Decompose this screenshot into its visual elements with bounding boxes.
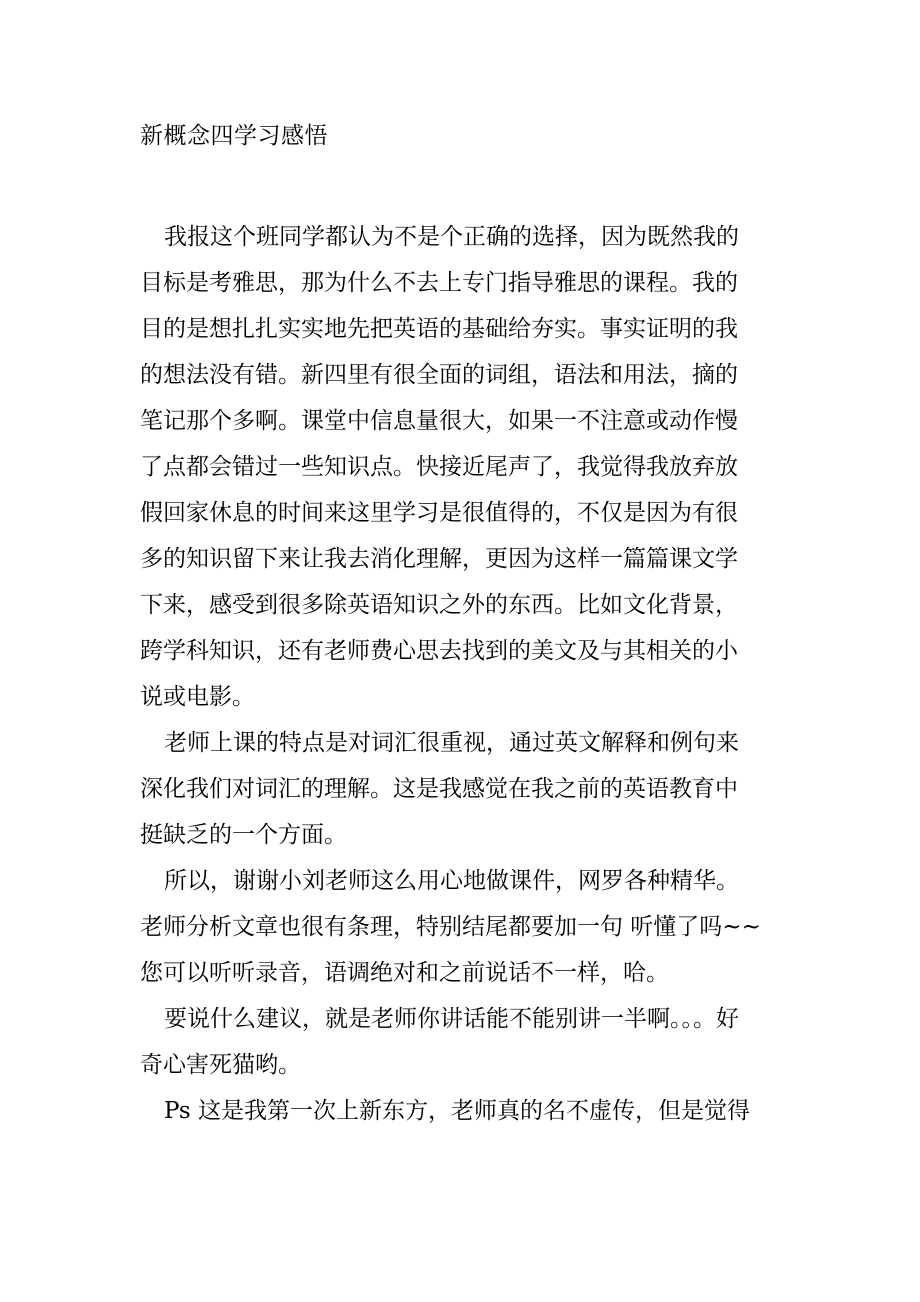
paragraph-1-line-6: 了点都会错过一些知识点。快接近尾声了，我觉得我放弃放 <box>140 454 738 480</box>
paragraph-1-line-7: 假回家休息的时间来这里学习是很值得的，不仅是因为有很 <box>140 500 738 526</box>
document-title: 新概念四学习感悟 <box>140 123 328 149</box>
paragraph-1-line-9: 下来，感受到很多除英语知识之外的东西。比如文化背景， <box>140 592 738 618</box>
paragraph-3-line-3: 您可以听听录音，语调绝对和之前说话不一样，哈。 <box>140 960 669 986</box>
paragraph-3-line-2: 老师分析文章也很有条理，特别结尾都要加一句 听懂了吗~~ <box>140 914 761 940</box>
paragraph-2-line-1: 老师上课的特点是对词汇很重视，通过英文解释和例句来 <box>164 730 739 756</box>
paragraph-2-line-2: 深化我们对词汇的理解。这是我感觉在我之前的英语教育中 <box>140 776 738 802</box>
paragraph-4-line-1: 要说什么建议，就是老师你讲话能不能别讲一半啊。。。好 <box>164 1006 739 1032</box>
paragraph-1-line-8: 多的知识留下来让我去消化理解，更因为这样一篇篇课文学 <box>140 546 738 572</box>
paragraph-4-line-2: 奇心害死猫哟。 <box>140 1052 301 1078</box>
document-body <box>140 214 785 1134</box>
paragraph-5-line-1: Ps 这是我第一次上新东方，老师真的名不虚传，但是觉得 <box>164 1098 750 1124</box>
paragraph-1-line-1: 我报这个班同学都认为不是个正确的选择，因为既然我的 <box>164 224 739 250</box>
paragraph-3-line-1: 所以，谢谢小刘老师这么用心地做课件，网罗各种精华。 <box>164 868 739 894</box>
paragraph-1-line-5: 笔记那个多啊。课堂中信息量很大，如果一不注意或动作慢 <box>140 408 738 434</box>
paragraph-2-line-3: 挺缺乏的一个方面。 <box>140 822 347 848</box>
paragraph-1-line-2: 目标是考雅思，那为什么不去上专门指导雅思的课程。我的 <box>140 270 738 296</box>
paragraph-1-line-3: 目的是想扎扎实实地先把英语的基础给夯实。事实证明的我 <box>140 316 738 342</box>
paragraph-1-line-4: 的想法没有错。新四里有很全面的词组，语法和用法，摘的 <box>140 362 738 388</box>
paragraph-1-line-11: 说或电影。 <box>140 684 255 710</box>
paragraph-1-line-10: 跨学科知识，还有老师费心思去找到的美文及与其相关的小 <box>140 638 738 664</box>
